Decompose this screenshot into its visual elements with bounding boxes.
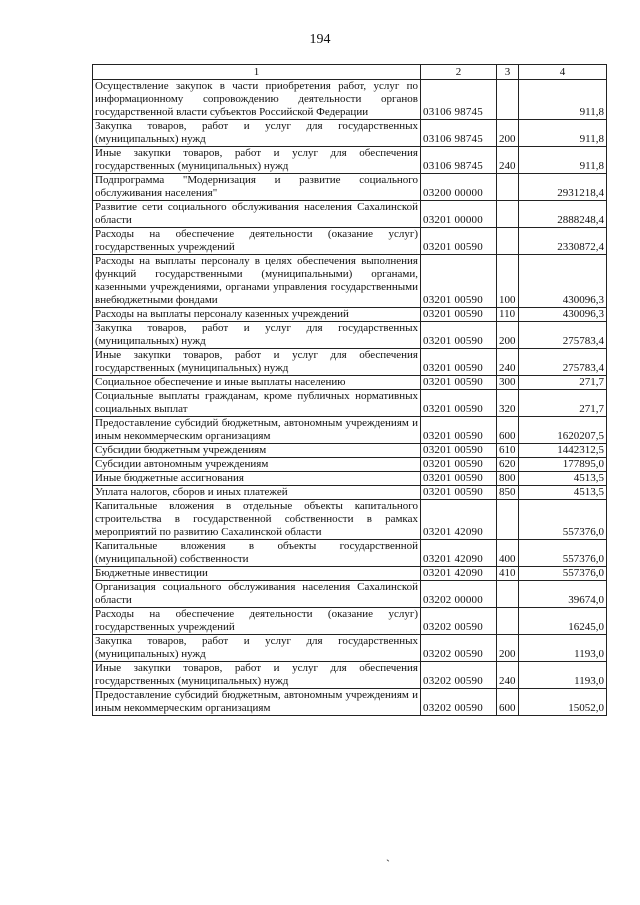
row-name-cell: Расходы на выплаты персоналу казенных учреждений [93,308,421,322]
row-code-cell: 03201 00590 [421,458,497,472]
row-code-cell: 03201 00590 [421,472,497,486]
table-row [93,308,607,322]
table-row [93,417,607,444]
row-code-cell: 03202 00000 [421,581,497,608]
row-sum-cell: 557376,0 [519,567,607,581]
row-code-cell: 03201 00590 [421,228,497,255]
row-sum-cell: 911,8 [519,120,607,147]
row-expense-type-cell [497,581,519,608]
row-name-cell: Капитальные вложения в отдельные объекты капитального строительства в государственной собственности в рамках мероприятий по развитию Сахалинской области [93,500,421,540]
row-expense-type-cell: 400 [497,540,519,567]
row-code-cell: 03201 42090 [421,500,497,540]
row-expense-type-cell: 320 [497,390,519,417]
row-expense-type-cell: 200 [497,120,519,147]
row-name-cell: Иные бюджетные ассигнования [93,472,421,486]
table-header [93,65,607,80]
row-name-cell: Расходы на обеспечение деятельности (оказание услуг) государственных учреждений [93,608,421,635]
row-expense-type-cell: 240 [497,349,519,376]
table-row [93,458,607,472]
row-sum-cell: 2931218,4 [519,174,607,201]
row-expense-type-cell: 600 [497,417,519,444]
row-name-cell: Иные закупки товаров, работ и услуг для обеспечения государственных (муниципальных) нужд [93,349,421,376]
row-code-cell: 03201 00590 [421,390,497,417]
row-name-cell: Субсидии автономным учреждениям [93,458,421,472]
row-code-cell: 03201 00590 [421,349,497,376]
table-row [93,174,607,201]
row-code-cell: 03201 00590 [421,417,497,444]
row-code-cell: 03201 42090 [421,540,497,567]
row-name-cell: Расходы на обеспечение деятельности (оказание услуг) государственных учреждений [93,228,421,255]
table-row [93,581,607,608]
row-code-cell: 03202 00590 [421,689,497,716]
table-row [93,486,607,500]
row-code-cell: 03201 00590 [421,322,497,349]
row-sum-cell: 1620207,5 [519,417,607,444]
row-expense-type-cell [497,80,519,120]
row-sum-cell: 1193,0 [519,635,607,662]
row-expense-type-cell [497,608,519,635]
table-row [93,500,607,540]
row-code-cell: 03201 42090 [421,567,497,581]
row-expense-type-cell: 800 [497,472,519,486]
table-row [93,540,607,567]
row-expense-type-cell: 100 [497,255,519,308]
row-sum-cell: 2888248,4 [519,201,607,228]
row-name-cell: Уплата налогов, сборов и иных платежей [93,486,421,500]
table-row [93,80,607,120]
row-name-cell: Иные закупки товаров, работ и услуг для обеспечения государственных (муниципальных) нужд [93,147,421,174]
row-expense-type-cell [497,201,519,228]
table-row [93,201,607,228]
row-expense-type-cell: 200 [497,322,519,349]
column-header-sum: 4 [519,65,607,80]
table-row [93,444,607,458]
row-sum-cell: 271,7 [519,390,607,417]
row-expense-type-cell: 110 [497,308,519,322]
row-name-cell: Организация социального обслуживания населения Сахалинской области [93,581,421,608]
row-name-cell: Предоставление субсидий бюджетным, автономным учреждениям и иным некоммерческим организациям [93,689,421,716]
header-row [93,65,607,80]
row-name-cell: Иные закупки товаров, работ и услуг для обеспечения государственных (муниципальных) нужд [93,662,421,689]
row-expense-type-cell: 600 [497,689,519,716]
row-sum-cell: 2330872,4 [519,228,607,255]
row-name-cell: Закупка товаров, работ и услуг для государственных (муниципальных) нужд [93,635,421,662]
row-name-cell: Закупка товаров, работ и услуг для государственных (муниципальных) нужд [93,120,421,147]
row-expense-type-cell: 200 [497,635,519,662]
table-row [93,376,607,390]
row-expense-type-cell: 240 [497,147,519,174]
row-code-cell: 03201 00590 [421,444,497,458]
column-header-vr: 3 [497,65,519,80]
page-number: 194 [309,32,331,47]
row-sum-cell: 4513,5 [519,472,607,486]
row-expense-type-cell [497,228,519,255]
row-code-cell: 03202 00590 [421,608,497,635]
row-sum-cell: 430096,3 [519,255,607,308]
row-name-cell: Расходы на выплаты персоналу в целях обеспечения выполнения функций государственными (муниципальными) органами, казенными учреждениями, органами управления государственными внебюджетными фондами [93,255,421,308]
row-sum-cell: 39674,0 [519,581,607,608]
row-code-cell: 03201 00590 [421,376,497,390]
row-sum-cell: 15052,0 [519,689,607,716]
table-row [93,147,607,174]
row-sum-cell: 1442312,5 [519,444,607,458]
row-code-cell: 03202 00590 [421,662,497,689]
row-name-cell: Развитие сети социального обслуживания населения Сахалинской области [93,201,421,228]
row-name-cell: Бюджетные инвестиции [93,567,421,581]
row-sum-cell: 911,8 [519,80,607,120]
row-name-cell: Социальное обеспечение и иные выплаты населению [93,376,421,390]
row-sum-cell: 275783,4 [519,349,607,376]
row-sum-cell: 177895,0 [519,458,607,472]
row-sum-cell: 911,8 [519,147,607,174]
row-sum-cell: 430096,3 [519,308,607,322]
row-sum-cell: 1193,0 [519,662,607,689]
row-code-cell: 03201 00590 [421,255,497,308]
row-sum-cell: 4513,5 [519,486,607,500]
table-row [93,662,607,689]
row-sum-cell: 275783,4 [519,322,607,349]
row-expense-type-cell: 610 [497,444,519,458]
row-name-cell: Предоставление субсидий бюджетным, автономным учреждениям и иным некоммерческим организациям [93,417,421,444]
row-code-cell: 03106 98745 [421,147,497,174]
table-row [93,608,607,635]
row-code-cell: 03201 00590 [421,308,497,322]
table-row [93,689,607,716]
table-body [93,80,607,716]
table-row [93,120,607,147]
row-name-cell: Осуществление закупок в части приобретения работ, услуг по информационному сопровождению деятельности органов государственной власти субъектов Российской Федерации [93,80,421,120]
row-sum-cell: 557376,0 [519,540,607,567]
row-sum-cell: 557376,0 [519,500,607,540]
table-row [93,228,607,255]
row-sum-cell: 271,7 [519,376,607,390]
column-header-code: 2 [421,65,497,80]
table-row [93,472,607,486]
budget-table [92,64,607,716]
row-name-cell: Подпрограмма "Модернизация и развитие социального обслуживания населения" [93,174,421,201]
row-name-cell: Закупка товаров, работ и услуг для государственных (муниципальных) нужд [93,322,421,349]
table-row [93,255,607,308]
row-expense-type-cell: 850 [497,486,519,500]
row-name-cell: Социальные выплаты гражданам, кроме публичных нормативных социальных выплат [93,390,421,417]
row-expense-type-cell: 240 [497,662,519,689]
row-sum-cell: 16245,0 [519,608,607,635]
table-row [93,322,607,349]
table-row [93,390,607,417]
column-header-name: 1 [93,65,421,80]
row-code-cell: 03202 00590 [421,635,497,662]
row-expense-type-cell: 300 [497,376,519,390]
row-expense-type-cell [497,500,519,540]
row-name-cell: Капитальные вложения в объекты государственной (муниципальной) собственности [93,540,421,567]
table-row [93,349,607,376]
row-code-cell: 03200 00000 [421,174,497,201]
row-code-cell: 03201 00000 [421,201,497,228]
row-expense-type-cell: 620 [497,458,519,472]
row-expense-type-cell [497,174,519,201]
table-row [93,635,607,662]
row-name-cell: Субсидии бюджетным учреждениям [93,444,421,458]
row-expense-type-cell: 410 [497,567,519,581]
row-code-cell: 03201 00590 [421,486,497,500]
table-row [93,567,607,581]
row-code-cell: 03106 98745 [421,80,497,120]
row-code-cell: 03106 98745 [421,120,497,147]
footer-mark: ˏ [386,848,390,862]
